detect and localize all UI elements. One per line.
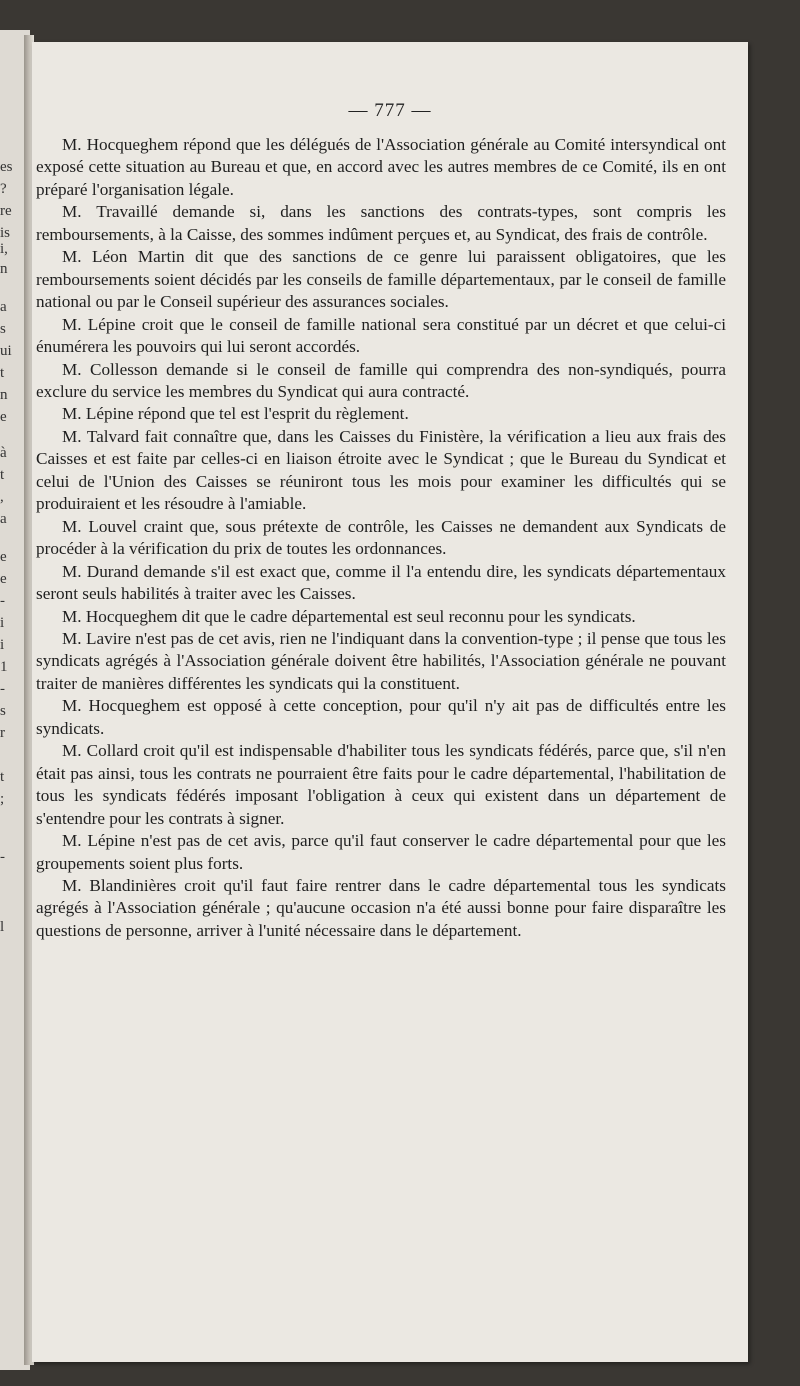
facing-page-fragment: 1 (0, 659, 8, 675)
facing-page-fragment: , (0, 489, 4, 505)
paragraph-text: M. Hocqueghem dit que le cadre départemental est seul reconnu pour les syndicats. (62, 606, 636, 626)
facing-page-fragment: a (0, 299, 7, 315)
facing-page-fragment: s (0, 703, 6, 719)
paragraph (36, 359, 726, 404)
facing-page-fragment: n (0, 387, 8, 403)
paragraph (36, 314, 726, 359)
paragraph-text: M. Travaillé demande si, dans les sanctions des contrats-types, sont compris les remboursements, à la Caisse, des sommes indûment perçues et, au Syndicat, des frais de contrôle. (36, 202, 726, 244)
facing-page-fragment: ui (0, 343, 12, 359)
facing-page-fragment: e (0, 409, 7, 425)
paragraph (36, 246, 726, 313)
facing-page-fragment: is (0, 225, 11, 241)
paragraph-text: M. Lépine croit que le conseil de famille national sera constitué par un décret et que celui-ci énumérera les pouvoirs qui lui seront accordés. (36, 314, 726, 357)
facing-page-fragment: i (0, 615, 5, 631)
facing-page-fragment: - (0, 849, 5, 865)
facing-page-fragment: i (0, 637, 5, 653)
paragraph (36, 740, 726, 830)
paragraph-text: M. Collesson demande si le conseil de famille qui comprendra des non-syndiqués, pourra exclure du service les membres du Syndicat qui aura contracté. (36, 359, 726, 401)
paragraph-text: M. Hocqueghem répond que les délégués de l'Association générale au Comité intersyndical ont exposé cette situation au Bureau et que, en accord avec les autres membres de ce Comité, ils en ont préparé l'organisation légale. (36, 135, 726, 199)
facing-page-fragment: ; (0, 791, 5, 807)
facing-page-fragment: s (0, 321, 6, 337)
facing-page-fragment: t (0, 467, 5, 483)
facing-page-fragment: a (0, 511, 7, 527)
facing-page-fragment: l (0, 919, 5, 935)
facing-page-fragment: e (0, 571, 7, 587)
paragraph (36, 606, 726, 628)
paragraph-text: M. Hocqueghem est opposé à cette conception, pour qu'il n'y ait pas de difficultés entre les syndicats. (36, 696, 726, 738)
paragraph (36, 134, 726, 201)
facing-page-fragment: n (0, 261, 8, 277)
paragraph (36, 516, 726, 561)
facing-page-fragment: r (0, 725, 5, 741)
page-number: — 777 — (348, 100, 432, 121)
page-body (36, 134, 726, 942)
paragraph (36, 403, 726, 425)
paragraph (36, 830, 726, 875)
facing-page-fragment: re (0, 203, 12, 219)
paragraph-text: M. Collard croit qu'il est indispensable d'habiliter tous les syndicats fédérés, parce que, s'il n'en était pas ainsi, tous les contrats ne pourraient être faits pour le cadre départemental, l'habilitation de tous les syndicats fédérés imposant l'obligation à ceux qui existent dans un département de s'entendre pour les contrats à signer. (36, 741, 726, 828)
paragraph-text: M. Talvard fait connaître que, dans les Caisses du Finistère, la vérification a lieu aux frais des Caisses et est faite par celles-ci en liaison étroite avec le Syndicat ; que le Bureau du Syndicat et celui de l'Union des Caisses se réuniront tous les mois pour examiner les difficultés qui se produiraient et les résoudre à l'amiable. (36, 426, 726, 514)
paragraph-text: M. Durand demande s'il est exact que, comme il l'a entendu dire, les syndicats départementaux seront seuls habilités à traiter avec les Caisses. (36, 561, 726, 604)
paragraph-text: M. Léon Martin dit que des sanctions de ce genre lui paraissent obligatoires, que les remboursements soient décidés par les conseils de famille départementaux, par le conseil de famille national ou par le Conseil supérieur des assurances sociales. (36, 247, 726, 312)
paragraph (36, 201, 726, 246)
facing-page-fragment: es (0, 159, 13, 175)
paragraph-text: M. Blandinières croit qu'il faut faire rentrer dans le cadre départemental tous les syndicats agrégés à l'Association générale ; qu'aucune occasion n'a été aussi bonne pour faire disparaître les questions de personne, arriver à l'unité nécessaire dans le département. (36, 875, 726, 940)
facing-page-fragment: ? (0, 181, 7, 197)
paragraph-text: M. Louvel craint que, sous prétexte de contrôle, les Caisses ne demandent aux Syndicats de procéder à la vérification du prix de toutes les ordonnances. (36, 516, 726, 559)
paragraph (36, 426, 726, 516)
paragraph-text: M. Lavire n'est pas de cet avis, rien ne l'indiquant dans la convention-type ; il pense que tous les syndicats agrégés à l'Association générale doivent être habilités, l'Association générale ne pouvant traiter de manières différentes les syndicats qui la constituent. (36, 628, 726, 693)
facing-page-fragment: - (0, 593, 5, 609)
facing-page-fragment: t (0, 365, 5, 381)
facing-page-fragment: t (0, 769, 5, 785)
paragraph-text: M. Lépine répond que tel est l'esprit du règlement. (62, 404, 409, 424)
paragraph (36, 561, 726, 606)
facing-page-fragment: à (0, 445, 7, 461)
paragraph (36, 695, 726, 740)
facing-page-fragment: i, (0, 241, 8, 257)
paragraph-text: M. Lépine n'est pas de cet avis, parce qu'il faut conserver le cadre départemental pour que les groupements soient plus forts. (36, 831, 726, 873)
book-page (32, 42, 748, 1362)
paragraph (36, 875, 726, 942)
facing-page-fragment: - (0, 681, 5, 697)
paragraph (36, 628, 726, 695)
facing-page-fragment: e (0, 549, 7, 565)
